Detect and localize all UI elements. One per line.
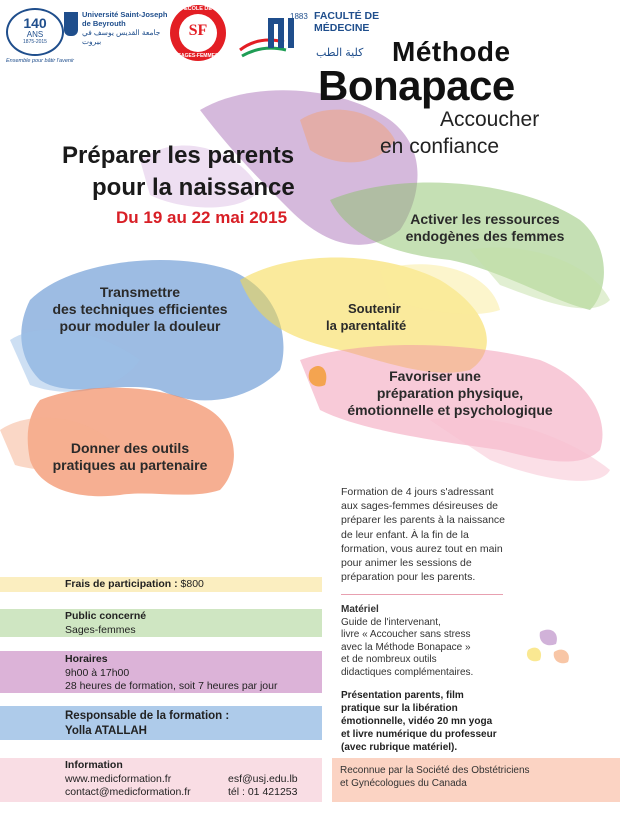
responsable-text: Responsable de la formation : Yolla ATALLAH <box>65 710 230 737</box>
band-public <box>0 609 322 637</box>
information-text: Information www.medicformation.fr esf@usj.edu.lb contact@medicformation.fr tél : 01 421253 <box>65 759 298 798</box>
small-purple-blob <box>540 630 557 646</box>
usj-name: Université Saint-Joseph de Beyrouth جامعة القديس يوسف في بيروت <box>82 10 168 46</box>
faculte-year: 1883 <box>290 12 308 21</box>
phone: tél : 01 421253 <box>228 786 298 798</box>
public-text: Public concerné Sages-femmes <box>65 610 147 636</box>
reconnu-text: Reconnue par la Société des Obstétriciens et Gynécologues du Canada <box>340 765 530 789</box>
event-dates: Du 19 au 22 mai 2015 <box>116 208 288 227</box>
small-yellow-blob <box>527 648 541 662</box>
small-orange-blob <box>554 650 569 664</box>
horaires-text: Horaires 9h00 à 17h00 28 heures de formation, soit 7 heures par jour <box>65 653 278 692</box>
formation-description: Formation de 4 jours s'adressant aux sages-femmes désireuses de préparer les parents à la naissance de leur enfant. À la fin de la formation, vous aurez tout en main pour animer les sessions de préparation pour les parents. <box>341 486 506 584</box>
website-link[interactable]: www.medicformation.fr <box>65 772 172 785</box>
objective-transmettre: Transmettre des techniques efficientes pour moduler la douleur <box>52 284 228 334</box>
usj-tagline: Ensemble pour bâtir l'avenir <box>6 58 75 64</box>
esf-email[interactable]: esf@usj.edu.lb <box>228 772 298 785</box>
esf-seal-logo: ÉCOLE DE SF SAGES-FEMMES <box>170 5 226 61</box>
divider-line <box>341 594 503 595</box>
contact-email[interactable]: contact@medicformation.fr <box>65 786 191 798</box>
title-methode: Méthode <box>392 36 511 67</box>
headline-line1: Préparer les parents <box>62 142 295 169</box>
headline-line2: pour la naissance <box>92 174 295 201</box>
frais-text: Frais de participation : $800 <box>65 578 204 590</box>
subtitle-line1: Accoucher <box>440 108 540 131</box>
usj-logo-icon <box>64 12 78 36</box>
objective-activer: Activer les ressources endogènes des femmes <box>405 211 565 244</box>
objective-favoriser: Favoriser une préparation physique, émotionnelle et psychologique <box>347 368 553 418</box>
objective-soutenir: Soutenir la parentalité <box>326 301 407 333</box>
subtitle-line2: en confiance <box>380 135 500 158</box>
title-bonapace: Bonapace <box>318 62 515 109</box>
faculte-name: FACULTÉ DE MÉDECINE <box>314 10 380 34</box>
faculte-arabic: كلية الطب <box>316 47 364 59</box>
objective-donner: Donner des outils pratiques au partenaire <box>52 440 208 473</box>
usj-anniversary-seal: 140 ANS 1875-2015 <box>6 8 64 56</box>
materiel-section: Matériel Guide de l'intervenant, livre « Accoucher sans stress avec la Méthode Bonapace » et de nombreux outils didactiques complémentaires. <box>341 604 474 678</box>
presentation-section: Présentation parents, film pratique sur la libération émotionnelle, vidéo 20 mn yoga et livre numérique du professeur (avec rubrique matériel). <box>341 690 497 753</box>
